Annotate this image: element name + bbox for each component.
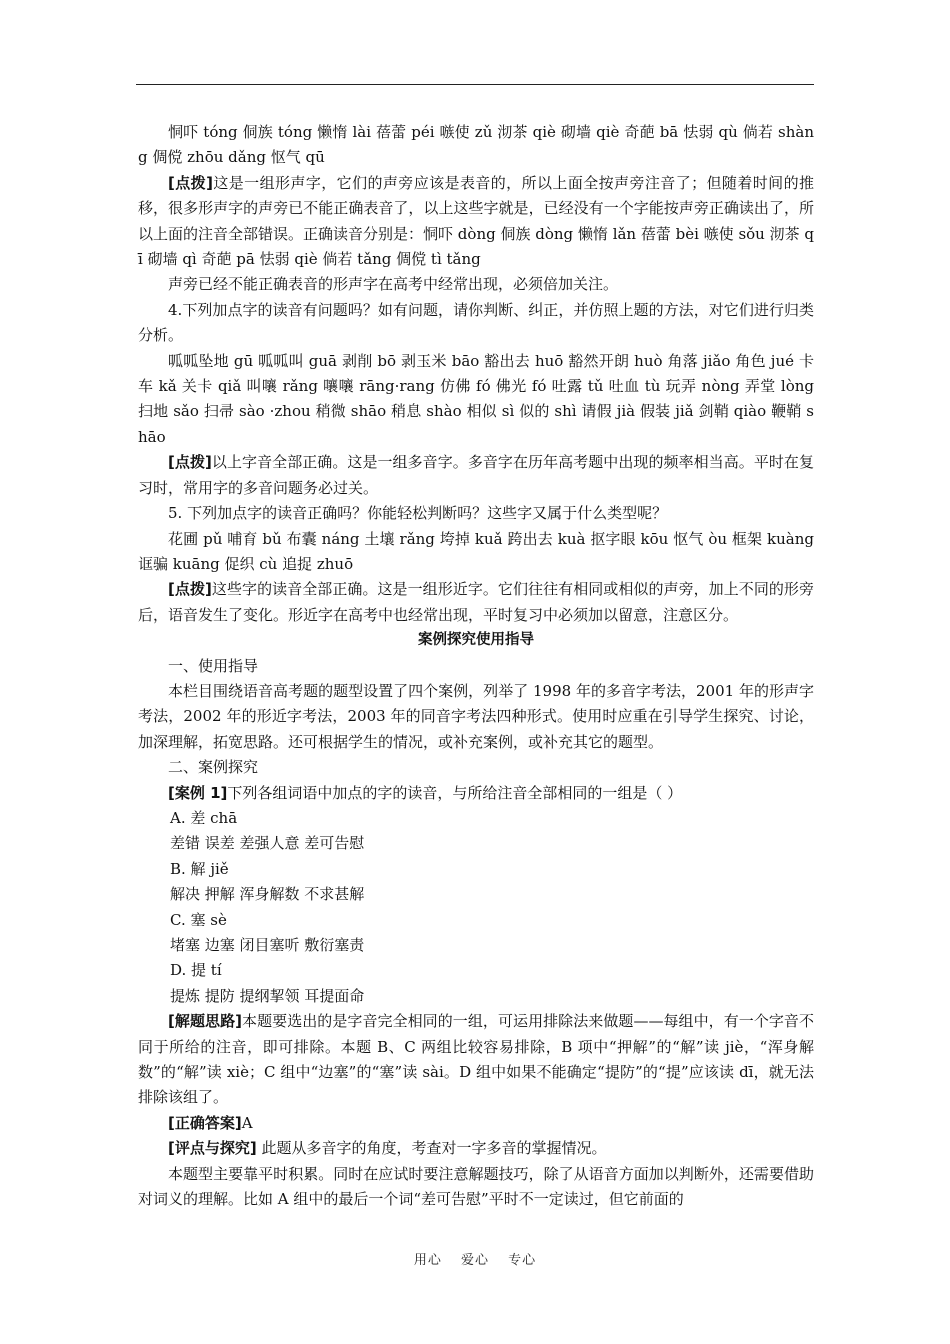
text-run: 呱呱坠地 gū 呱呱叫 guā 剥削 bō 剥玉米 bāo 豁出去 huō 豁然开朗 huò 角落 jiǎo 角色 jué 卡车 kǎ 关卡 qiǎ 叫嚷 rǎng 嚷嚷 rāng·rang 仿佛 fó 佛光 fó 吐露 tǔ 吐血 tù 玩弄 nòng 弄堂 lòng 扫地 sǎo 扫帚 sào ·zhou 稍微 shāo 稍息 shào 相似 sì 似的 shì 请假 jià 假装 jiǎ 剑鞘 qiào 鞭鞘 shāo [138,351,814,446]
paragraph [138,831,814,856]
text-run: 本栏目围绕语音高考题的题型设置了四个案例，列举了 1998 年的多音字考法，2001 年的形声字考法，2002 年的形近字考法，2003 年的同音字考法四种形式。使用时应重在引导学生探究、讨论，加深理解，拓宽思路。还可根据学生的情况，或补充案例，或补充其它的题型。 [138,681,814,751]
text-run: 二、案例探究 [168,758,259,777]
text-run: 4.下列加点字的读音有问题吗？如有问题，请你判断、纠正，并仿照上题的方法，对它们进行归类分析。 [138,300,814,345]
bold-label: [点拨] [168,580,212,599]
text-run: 差错 误差 差强人意 差可告慰 [170,834,365,853]
paragraph [138,1162,814,1213]
document-body [138,120,814,1212]
text-run: 提炼 提防 提纲挈领 耳提面命 [170,986,365,1005]
paragraph [138,806,814,831]
text-run: 解决 押解 浑身解数 不求甚解 [170,885,365,904]
text-run: 此题从多音字的角度，考查对一字多音的掌握情况。 [256,1139,607,1158]
paragraph [138,450,814,501]
text-run: 花圃 pǔ 哺育 bǔ 布囊 náng 土壤 rǎng 垮掉 kuǎ 跨出去 kuà 抠字眼 kōu 怄气 òu 框架 kuàng 诓骗 kuāng 促织 cù 追捉 zhuō [138,529,814,573]
text-run: 本题要选出的是字音完全相同的一组，可运用排除法来做题——每组中，有一个字音不同于所给的注音，即可排除。本题 B、C 两组比较容易排除，B 项中“押解”的“解”读 jiè，“浑身解数”的“解”读 xiè；C 组中“边塞”的“塞”读 sài。D 组中如果不能确定“提防”的“提”应该读 dī，就无法排除该组了。 [138,1012,814,1107]
text-run: 本题型主要靠平时积累。同时在应试时要注意解题技巧，除了从语音方面加以判断外，还需要借助对词义的理解。比如 A 组中的最后一个词“差可告慰”平时不一定读过，但它前面的 [138,1164,814,1209]
text-run: 这些字的读音全部正确。这是一组形近字。它们往往有相同或相似的声旁，加上不同的形旁后，语音发生了变化。形近字在高考中也经常出现，平时复习中必须加以留意，注意区分。 [138,580,814,624]
paragraph [138,781,814,806]
text-run: 5. 下列加点字的读音正确吗？你能轻松判断吗？这些字又属于什么类型呢？ [168,504,668,523]
section-title [138,628,814,653]
text-run: B. 解 jiě [170,859,229,878]
text-run: 声旁已经不能正确表音的形声字在高考中经常出现，必须倍加关注。 [168,275,619,294]
bold-label: [案例 1] [168,783,228,802]
header-rule [136,84,814,85]
text-run: C. 塞 sè [170,910,227,929]
paragraph [138,1136,814,1161]
bold-label: [解题思路] [168,1012,242,1031]
bold-label: [点拨] [168,453,212,472]
paragraph [138,1009,814,1111]
paragraph [138,984,814,1009]
text-run: 这是一组形声字，它们的声旁应该是表音的，所以上面全按声旁注音了；但随着时间的推移，很多形声字的声旁已不能正确表音了，以上这些字就是，已经没有一个字能按声旁正确读出了，所以上面的注音全部错误。正确读音分别是：恫吓 dòng 侗族 dòng 懒惰 lǎn 蓓蕾 bèi 嗾使 sǒu 沏茶 qī 砌墙 qì 奇葩 pā 怯弱 qiè 倘若 tǎng 倜傥 tì tǎng [138,173,814,269]
paragraph [138,755,814,780]
paragraph [138,171,814,273]
paragraph [138,349,814,451]
paragraph [138,679,814,755]
paragraph [138,577,814,628]
text-run: A [241,1113,253,1132]
page-footer: 用心 爱心 专心 [413,1253,537,1268]
bold-label: [点拨] [168,173,213,192]
paragraph [138,527,814,578]
paragraph [138,958,814,983]
paragraph [138,501,814,526]
paragraph [138,654,814,679]
text-run: 案例探究使用指导 [418,632,534,649]
paragraph [138,120,814,171]
text-run: 一、使用指导 [168,656,259,675]
paragraph [138,933,814,958]
paragraph [138,298,814,349]
text-run: 堵塞 边塞 闭目塞听 敷衍塞责 [170,936,365,954]
text-run: D. 提 tí [170,961,222,980]
paragraph [138,1111,814,1136]
paragraph [138,857,814,882]
paragraph [138,908,814,933]
text-run: 以上字音全部正确。这是一组多音字。多音字在历年高考题中出现的频率相当高。平时在复习时，常用字的多音问题务必过关。 [138,453,814,497]
paragraph [138,272,814,297]
paragraph [138,882,814,907]
bold-label: [评点与探究] [168,1139,257,1158]
bold-label: [正确答案] [168,1113,242,1132]
text-run: A. 差 chā [170,808,238,827]
text-run: 恫吓 tóng 侗族 tóng 懒惰 lài 蓓蕾 péi 嗾使 zǔ 沏茶 qiè 砌墙 qiè 奇葩 bā 怯弱 qù 倘若 shàng 倜傥 zhōu dǎng 怄气 qū [138,123,814,167]
text-run: 下列各组词语中加点的字的读音，与所给注音全部相同的一组是（ ） [227,783,683,802]
